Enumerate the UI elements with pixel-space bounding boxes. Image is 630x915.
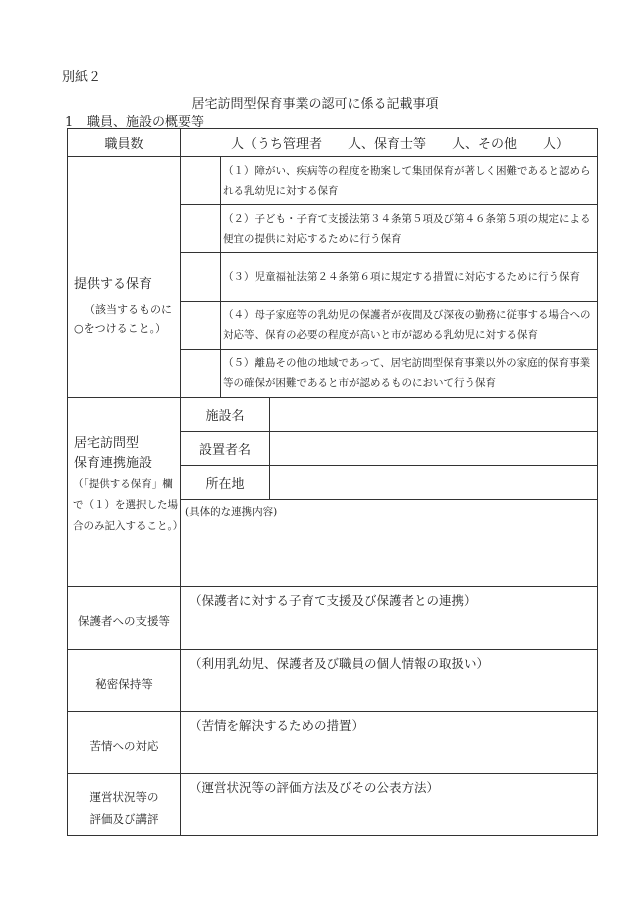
location-field[interactable] — [270, 466, 598, 500]
founder-name-label: 設置者名 — [181, 432, 270, 466]
location-label: 所在地 — [181, 466, 270, 500]
option-3-text: （３）児童福祉法第２４条第６項に規定する措置に対応するために行う保育 — [221, 253, 598, 301]
document-label: 別紙２ — [62, 70, 102, 85]
coop-facility-title-line2: 保育連携施設 — [74, 456, 153, 471]
option-4-mark-cell[interactable] — [181, 301, 221, 349]
form-table — [67, 128, 598, 836]
confidentiality-field[interactable]: （利用乳幼児、保護者及び職員の個人情報の取扱い） — [181, 650, 598, 712]
evaluation-label — [68, 774, 181, 836]
provided-care-title: 提供する保育 — [74, 277, 153, 292]
facility-name-field[interactable] — [270, 398, 598, 432]
coop-facility-note: （「提供する保育」欄で（１）を選択した場合のみ記入すること。） — [73, 478, 184, 532]
parent-support-field[interactable]: （保護者に対する子育て支援及び保護者との連携） — [181, 587, 598, 650]
coop-detail-field[interactable]: (具体的な連携内容) — [181, 500, 598, 587]
evaluation-label-line1: 運営状況等の — [89, 789, 159, 804]
complaint-label: 苦情への対応 — [68, 712, 181, 774]
option-3-mark-cell[interactable] — [181, 253, 221, 301]
option-1-mark-cell[interactable] — [181, 157, 221, 205]
staff-count-label: 職員数 — [68, 129, 181, 157]
option-1-text: （１）障がい、疾病等の程度を勘案して集団保育が著しく困難であると認められる乳幼児に対する保育 — [221, 157, 598, 205]
coop-facility-title-line1: 居宅訪問型 — [74, 436, 140, 451]
evaluation-field[interactable]: （運営状況等の評価方法及びその公表方法） — [181, 774, 598, 836]
section-number: 1 — [65, 115, 74, 130]
option-5-mark-cell[interactable] — [181, 349, 221, 397]
staff-count-field[interactable]: 人（うち管理者 人、保育士等 人、その他 人） — [181, 129, 598, 157]
option-5-text: （５）離島その他の地域であって、居宅訪問型保育事業以外の家庭的保育事業等の確保が困難であると市が認めるものにおいて行う保育 — [221, 349, 598, 397]
provided-care-label-cell — [68, 157, 181, 398]
parent-support-label: 保護者への支援等 — [68, 587, 181, 650]
facility-name-label: 施設名 — [181, 398, 270, 432]
option-2-mark-cell[interactable] — [181, 205, 221, 253]
complaint-field[interactable]: （苦情を解決するための措置） — [181, 712, 598, 774]
document-title: 居宅訪問型保育事業の認可に係る記載事項 — [191, 97, 439, 112]
section-title: 職員、施設の概要等 — [87, 115, 205, 130]
evaluation-label-line2: 評価及び講評 — [89, 811, 159, 826]
option-2-text: （２）子ども・子育て支援法第３４条第５項及び第４６条第５項の規定による便宜の提供に対応するために行う保育 — [221, 205, 598, 253]
provided-care-note-line1: （該当するものに — [84, 303, 172, 316]
option-4-text: （４）母子家庭等の乳幼児の保護者が夜間及び深夜の勤務に従事する場合への対応等、保育の必要の程度が高いと市が認める乳幼児に対する保育 — [221, 301, 598, 349]
confidentiality-label: 秘密保持等 — [68, 650, 181, 712]
founder-name-field[interactable] — [270, 432, 598, 466]
coop-facility-label-cell — [68, 398, 184, 587]
provided-care-note-line2: ○をつけること。） — [74, 322, 167, 335]
